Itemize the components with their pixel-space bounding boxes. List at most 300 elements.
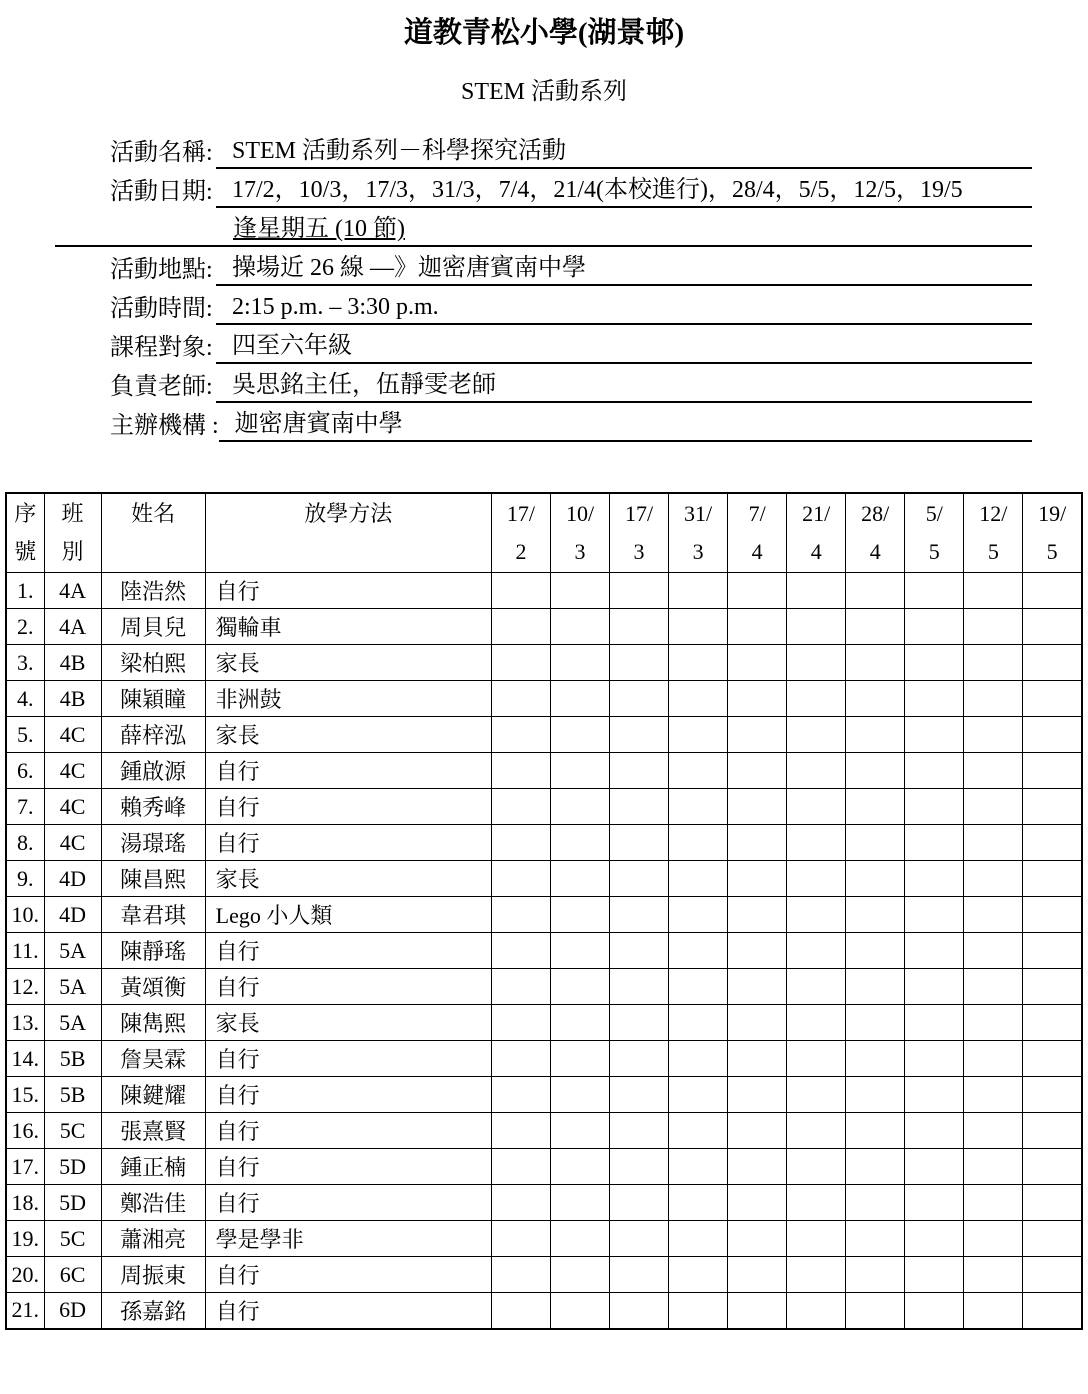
attendance-mark-cell — [669, 897, 728, 933]
attendance-mark-cell — [964, 1149, 1023, 1185]
form-field-activity-venue — [110, 247, 1032, 286]
attendance-mark-cell — [1023, 1293, 1082, 1329]
date-header: 21/ 4 — [787, 493, 846, 573]
class-cell: 5B — [44, 1077, 101, 1113]
attendance-mark-cell — [787, 681, 846, 717]
table-row — [6, 573, 1082, 609]
attendance-mark-cell — [1023, 1113, 1082, 1149]
attendance-mark-cell — [550, 1077, 609, 1113]
attendance-mark-cell — [550, 933, 609, 969]
student-name-cell: 孫嘉銘 — [101, 1293, 205, 1329]
attendance-mark-cell — [787, 1149, 846, 1185]
dismissal-method-cell: 學是學非 — [205, 1221, 491, 1257]
form-field-value: 17/2，10/3，17/3，31/3，7/4，21/4(本校進行)，28/4，5/5，12/5，19/5 — [216, 174, 1032, 208]
attendance-mark-cell — [787, 573, 846, 609]
seq-cell: 18. — [6, 1185, 44, 1221]
attendance-mark-cell — [610, 789, 669, 825]
attendance-mark-cell — [610, 1221, 669, 1257]
attendance-mark-cell — [550, 897, 609, 933]
attendance-mark-cell — [905, 969, 964, 1005]
attendance-mark-cell — [491, 717, 550, 753]
seq-cell: 19. — [6, 1221, 44, 1257]
class-cell: 4D — [44, 861, 101, 897]
class-cell: 5D — [44, 1185, 101, 1221]
dismissal-method-cell: 自行 — [205, 825, 491, 861]
class-cell: 6C — [44, 1257, 101, 1293]
attendance-mark-cell — [846, 1005, 905, 1041]
attendance-mark-cell — [728, 753, 787, 789]
attendance-mark-cell — [905, 609, 964, 645]
attendance-mark-cell — [905, 1113, 964, 1149]
attendance-mark-cell — [728, 1221, 787, 1257]
attendance-mark-cell — [846, 897, 905, 933]
attendance-mark-cell — [905, 1293, 964, 1329]
form-field-organizer — [110, 403, 1032, 442]
class-cell: 4C — [44, 825, 101, 861]
dismissal-method-cell: 自行 — [205, 969, 491, 1005]
table-row — [6, 1041, 1082, 1077]
attendance-mark-cell — [964, 1185, 1023, 1221]
attendance-mark-cell — [964, 1041, 1023, 1077]
student-name-cell: 賴秀峰 — [101, 789, 205, 825]
attendance-mark-cell — [550, 573, 609, 609]
dismissal-method-header: 放學方法 — [205, 493, 491, 573]
attendance-mark-cell — [669, 1185, 728, 1221]
dismissal-method-cell: 自行 — [205, 1077, 491, 1113]
dismissal-method-cell: 自行 — [205, 1113, 491, 1149]
attendance-mark-cell — [728, 681, 787, 717]
attendance-mark-cell — [610, 1077, 669, 1113]
attendance-mark-cell — [610, 861, 669, 897]
attendance-mark-cell — [964, 717, 1023, 753]
attendance-mark-cell — [905, 573, 964, 609]
attendance-mark-cell — [610, 1185, 669, 1221]
attendance-mark-cell — [964, 609, 1023, 645]
dismissal-method-cell: 自行 — [205, 1041, 491, 1077]
form-field-value: 吳思銘主任，伍靜雯老師 — [216, 369, 1032, 403]
attendance-mark-cell — [1023, 825, 1082, 861]
student-name-cell: 周貝兒 — [101, 609, 205, 645]
attendance-mark-cell — [669, 1113, 728, 1149]
attendance-mark-cell — [846, 933, 905, 969]
attendance-mark-cell — [964, 861, 1023, 897]
seq-cell: 21. — [6, 1293, 44, 1329]
attendance-mark-cell — [669, 753, 728, 789]
table-row — [6, 897, 1082, 933]
attendance-mark-cell — [846, 1077, 905, 1113]
seq-cell: 20. — [6, 1257, 44, 1293]
seq-cell: 3. — [6, 645, 44, 681]
table-row — [6, 717, 1082, 753]
attendance-mark-cell — [787, 1185, 846, 1221]
attendance-mark-cell — [964, 1221, 1023, 1257]
attendance-mark-cell — [491, 645, 550, 681]
dismissal-method-cell: 家長 — [205, 717, 491, 753]
attendance-mark-cell — [669, 1293, 728, 1329]
attendance-mark-cell — [1023, 1185, 1082, 1221]
attendance-mark-cell — [1023, 681, 1082, 717]
name-header: 姓名 — [101, 493, 205, 573]
attendance-mark-cell — [787, 1293, 846, 1329]
attendance-mark-cell — [964, 1113, 1023, 1149]
dismissal-method-cell: 非洲鼓 — [205, 681, 491, 717]
date-header: 31/ 3 — [669, 493, 728, 573]
attendance-mark-cell — [728, 1149, 787, 1185]
table-row — [6, 1293, 1082, 1329]
attendance-mark-cell — [846, 1041, 905, 1077]
attendance-mark-cell — [728, 717, 787, 753]
attendance-mark-cell — [787, 609, 846, 645]
attendance-mark-cell — [491, 1113, 550, 1149]
attendance-mark-cell — [1023, 573, 1082, 609]
attendance-mark-cell — [491, 1077, 550, 1113]
attendance-mark-cell — [905, 1005, 964, 1041]
attendance-mark-cell — [905, 1149, 964, 1185]
attendance-mark-cell — [550, 609, 609, 645]
attendance-mark-cell — [669, 573, 728, 609]
attendance-mark-cell — [669, 1041, 728, 1077]
dismissal-method-cell: Lego 小人類 — [205, 897, 491, 933]
form-field-label: 活動名稱: — [110, 140, 213, 166]
seq-cell: 4. — [6, 681, 44, 717]
attendance-mark-cell — [728, 969, 787, 1005]
student-name-cell: 蕭湘亮 — [101, 1221, 205, 1257]
attendance-mark-cell — [787, 933, 846, 969]
attendance-mark-cell — [787, 1257, 846, 1293]
attendance-mark-cell — [550, 681, 609, 717]
attendance-mark-cell — [728, 573, 787, 609]
attendance-mark-cell — [491, 1185, 550, 1221]
dismissal-method-cell: 自行 — [205, 789, 491, 825]
class-cell: 4B — [44, 645, 101, 681]
dismissal-method-cell: 自行 — [205, 933, 491, 969]
attendance-table-header — [6, 493, 1082, 573]
form-field-label: 活動日期: — [110, 179, 213, 205]
form-field-label: 負責老師: — [110, 374, 213, 400]
attendance-mark-cell — [846, 609, 905, 645]
attendance-mark-cell — [905, 933, 964, 969]
attendance-mark-cell — [787, 897, 846, 933]
class-cell: 5C — [44, 1221, 101, 1257]
date-header: 19/ 5 — [1023, 493, 1082, 573]
table-row — [6, 1257, 1082, 1293]
class-cell: 4C — [44, 717, 101, 753]
attendance-table — [5, 492, 1083, 1330]
attendance-mark-cell — [728, 1257, 787, 1293]
attendance-mark-cell — [610, 1041, 669, 1077]
attendance-mark-cell — [1023, 1149, 1082, 1185]
form-field-value: 2:15 p.m. – 3:30 p.m. — [216, 291, 1032, 325]
attendance-mark-cell — [669, 1077, 728, 1113]
attendance-mark-cell — [550, 1005, 609, 1041]
attendance-mark-cell — [550, 1041, 609, 1077]
attendance-mark-cell — [610, 645, 669, 681]
attendance-mark-cell — [550, 1149, 609, 1185]
attendance-mark-cell — [846, 1185, 905, 1221]
student-name-cell: 陳鍵耀 — [101, 1077, 205, 1113]
attendance-mark-cell — [964, 933, 1023, 969]
attendance-mark-cell — [610, 1293, 669, 1329]
attendance-mark-cell — [1023, 861, 1082, 897]
attendance-mark-cell — [550, 1113, 609, 1149]
attendance-mark-cell — [669, 969, 728, 1005]
attendance-mark-cell — [964, 789, 1023, 825]
attendance-mark-cell — [787, 1041, 846, 1077]
seq-cell: 14. — [6, 1041, 44, 1077]
attendance-mark-cell — [610, 1113, 669, 1149]
attendance-mark-cell — [491, 789, 550, 825]
table-row — [6, 789, 1082, 825]
attendance-mark-cell — [491, 609, 550, 645]
dismissal-method-cell: 家長 — [205, 861, 491, 897]
attendance-mark-cell — [550, 645, 609, 681]
attendance-mark-cell — [669, 789, 728, 825]
attendance-mark-cell — [728, 609, 787, 645]
attendance-mark-cell — [787, 645, 846, 681]
attendance-mark-cell — [846, 789, 905, 825]
seq-cell: 11. — [6, 933, 44, 969]
class-cell: 5A — [44, 933, 101, 969]
attendance-mark-cell — [728, 897, 787, 933]
attendance-mark-cell — [669, 933, 728, 969]
form-field-activity-name — [110, 130, 1032, 169]
student-name-cell: 張熹賢 — [101, 1113, 205, 1149]
class-header: 班 別 — [44, 493, 101, 573]
attendance-mark-cell — [491, 897, 550, 933]
attendance-mark-cell — [669, 717, 728, 753]
table-row — [6, 1113, 1082, 1149]
attendance-mark-cell — [905, 753, 964, 789]
attendance-mark-cell — [610, 1257, 669, 1293]
attendance-mark-cell — [1023, 645, 1082, 681]
attendance-mark-cell — [491, 681, 550, 717]
form-field-value — [55, 213, 1032, 247]
attendance-mark-cell — [669, 645, 728, 681]
attendance-mark-cell — [610, 573, 669, 609]
attendance-mark-cell — [550, 789, 609, 825]
attendance-mark-cell — [491, 969, 550, 1005]
attendance-mark-cell — [846, 717, 905, 753]
attendance-mark-cell — [846, 645, 905, 681]
attendance-mark-cell — [964, 897, 1023, 933]
attendance-mark-cell — [964, 573, 1023, 609]
table-row — [6, 1005, 1082, 1041]
date-header: 17/ 3 — [610, 493, 669, 573]
attendance-mark-cell — [491, 1257, 550, 1293]
attendance-mark-cell — [610, 1005, 669, 1041]
student-name-cell: 韋君琪 — [101, 897, 205, 933]
attendance-mark-cell — [550, 825, 609, 861]
attendance-mark-cell — [1023, 609, 1082, 645]
attendance-mark-cell — [491, 933, 550, 969]
seq-cell: 5. — [6, 717, 44, 753]
attendance-mark-cell — [669, 609, 728, 645]
attendance-mark-cell — [610, 681, 669, 717]
attendance-mark-cell — [846, 861, 905, 897]
attendance-mark-cell — [905, 825, 964, 861]
seq-cell: 17. — [6, 1149, 44, 1185]
attendance-mark-cell — [787, 1113, 846, 1149]
date-header: 17/ 2 — [491, 493, 550, 573]
form-field-value: 迦密唐賓南中學 — [219, 408, 1032, 442]
class-cell: 5C — [44, 1113, 101, 1149]
attendance-mark-cell — [846, 753, 905, 789]
attendance-mark-cell — [669, 825, 728, 861]
seq-cell: 15. — [6, 1077, 44, 1113]
attendance-mark-cell — [787, 789, 846, 825]
seq-cell: 9. — [6, 861, 44, 897]
attendance-mark-cell — [1023, 1221, 1082, 1257]
form-field-activity-dates — [110, 169, 1032, 208]
attendance-mark-cell — [669, 1221, 728, 1257]
attendance-mark-cell — [905, 897, 964, 933]
table-row — [6, 753, 1082, 789]
attendance-mark-cell — [964, 1257, 1023, 1293]
class-cell: 4C — [44, 789, 101, 825]
activity-form — [0, 130, 1088, 442]
seq-cell: 10. — [6, 897, 44, 933]
attendance-table-body — [6, 573, 1082, 1329]
attendance-mark-cell — [787, 1077, 846, 1113]
student-name-cell: 鍾啟源 — [101, 753, 205, 789]
form-field-activity-time — [110, 286, 1032, 325]
attendance-mark-cell — [905, 645, 964, 681]
dismissal-method-cell: 自行 — [205, 1185, 491, 1221]
student-name-cell: 鍾正楠 — [101, 1149, 205, 1185]
student-name-cell: 黃頌衡 — [101, 969, 205, 1005]
attendance-mark-cell — [728, 789, 787, 825]
attendance-mark-cell — [846, 681, 905, 717]
class-cell: 6D — [44, 1293, 101, 1329]
header-row — [6, 493, 1082, 573]
continuation-text: 逢星期五 (10 節) — [233, 216, 405, 242]
attendance-mark-cell — [610, 609, 669, 645]
attendance-mark-cell — [491, 861, 550, 897]
class-cell: 4A — [44, 573, 101, 609]
form-field-target-grades — [110, 325, 1032, 364]
table-row — [6, 969, 1082, 1005]
dismissal-method-cell: 獨輪車 — [205, 609, 491, 645]
dismissal-method-cell: 家長 — [205, 1005, 491, 1041]
table-row — [6, 1185, 1082, 1221]
attendance-mark-cell — [491, 825, 550, 861]
form-field-value: 操場近 26 線 —》迦密唐賓南中學 — [216, 252, 1032, 286]
attendance-mark-cell — [964, 645, 1023, 681]
attendance-mark-cell — [787, 861, 846, 897]
class-cell: 4C — [44, 753, 101, 789]
attendance-mark-cell — [905, 789, 964, 825]
attendance-mark-cell — [846, 1149, 905, 1185]
form-field-label: 活動時間: — [110, 296, 213, 322]
table-row — [6, 1149, 1082, 1185]
attendance-mark-cell — [905, 1185, 964, 1221]
attendance-mark-cell — [669, 1149, 728, 1185]
attendance-mark-cell — [491, 753, 550, 789]
attendance-mark-cell — [728, 933, 787, 969]
attendance-mark-cell — [550, 1257, 609, 1293]
form-field-responsible-teachers — [110, 364, 1032, 403]
student-name-cell: 湯璟瑤 — [101, 825, 205, 861]
class-cell: 4A — [44, 609, 101, 645]
form-field-label: 主辦機構 : — [110, 413, 219, 439]
attendance-mark-cell — [550, 861, 609, 897]
attendance-mark-cell — [964, 753, 1023, 789]
attendance-mark-cell — [964, 1293, 1023, 1329]
date-header: 28/ 4 — [846, 493, 905, 573]
attendance-mark-cell — [550, 969, 609, 1005]
attendance-mark-cell — [728, 1041, 787, 1077]
attendance-mark-cell — [846, 1113, 905, 1149]
attendance-mark-cell — [728, 861, 787, 897]
attendance-mark-cell — [787, 1005, 846, 1041]
class-cell: 5D — [44, 1149, 101, 1185]
attendance-mark-cell — [1023, 897, 1082, 933]
attendance-mark-cell — [846, 1257, 905, 1293]
seq-cell: 16. — [6, 1113, 44, 1149]
table-row — [6, 1221, 1082, 1257]
attendance-mark-cell — [1023, 1005, 1082, 1041]
attendance-mark-cell — [1023, 1077, 1082, 1113]
student-name-cell: 陸浩然 — [101, 573, 205, 609]
attendance-mark-cell — [610, 969, 669, 1005]
attendance-mark-cell — [846, 969, 905, 1005]
attendance-mark-cell — [905, 1041, 964, 1077]
attendance-mark-cell — [905, 1257, 964, 1293]
seq-cell: 1. — [6, 573, 44, 609]
form-field-value: STEM 活動系列－科學探究活動 — [216, 135, 1032, 169]
attendance-mark-cell — [964, 681, 1023, 717]
student-name-cell: 梁柏熙 — [101, 645, 205, 681]
student-name-cell: 陳雋熙 — [101, 1005, 205, 1041]
attendance-mark-cell — [728, 825, 787, 861]
attendance-mark-cell — [610, 897, 669, 933]
table-row — [6, 861, 1082, 897]
attendance-mark-cell — [964, 969, 1023, 1005]
attendance-mark-cell — [905, 717, 964, 753]
attendance-mark-cell — [1023, 717, 1082, 753]
attendance-mark-cell — [491, 1005, 550, 1041]
table-row — [6, 1077, 1082, 1113]
attendance-mark-cell — [728, 645, 787, 681]
page-title: 道教青松小學(湖景邨) — [403, 17, 685, 49]
attendance-mark-cell — [491, 1041, 550, 1077]
attendance-mark-cell — [669, 1005, 728, 1041]
attendance-mark-cell — [1023, 1257, 1082, 1293]
attendance-mark-cell — [610, 933, 669, 969]
seq-cell: 2. — [6, 609, 44, 645]
attendance-mark-cell — [846, 1221, 905, 1257]
attendance-mark-cell — [491, 1149, 550, 1185]
dismissal-method-cell: 自行 — [205, 1149, 491, 1185]
form-field-dates-continuation — [55, 208, 1032, 247]
seq-cell: 12. — [6, 969, 44, 1005]
class-cell: 5A — [44, 1005, 101, 1041]
attendance-mark-cell — [669, 1257, 728, 1293]
page-subtitle: STEM 活動系列 — [460, 79, 627, 105]
attendance-mark-cell — [550, 1293, 609, 1329]
attendance-mark-cell — [610, 1149, 669, 1185]
date-header: 12/ 5 — [964, 493, 1023, 573]
attendance-mark-cell — [728, 1185, 787, 1221]
attendance-mark-cell — [964, 1077, 1023, 1113]
attendance-mark-cell — [1023, 1041, 1082, 1077]
attendance-mark-cell — [846, 573, 905, 609]
attendance-mark-cell — [905, 1221, 964, 1257]
attendance-mark-cell — [728, 1113, 787, 1149]
attendance-mark-cell — [550, 717, 609, 753]
dismissal-method-cell: 自行 — [205, 1293, 491, 1329]
student-name-cell: 詹昊霖 — [101, 1041, 205, 1077]
